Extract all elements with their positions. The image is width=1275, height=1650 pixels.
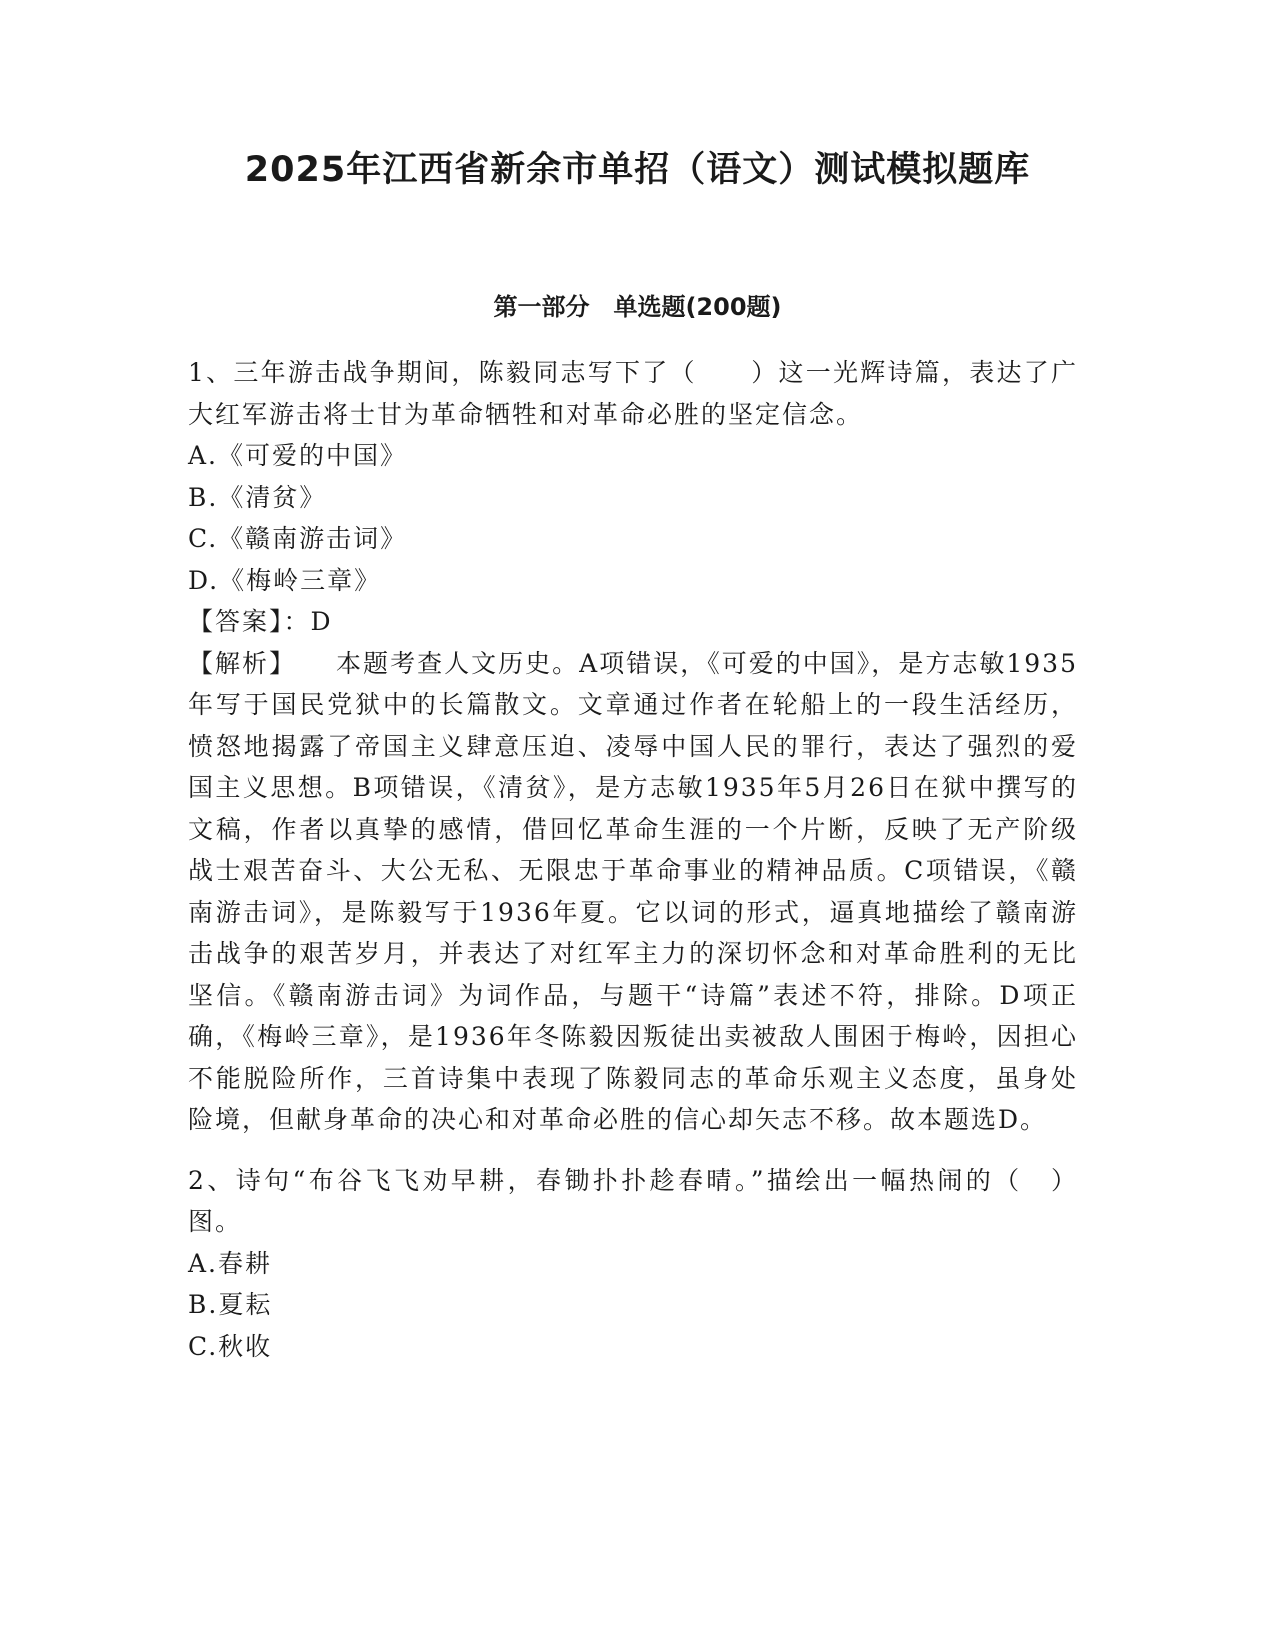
question-list: [188, 352, 1078, 1367]
option-d: D.《梅岭三章》: [188, 565, 382, 595]
option-a: A.春耕: [188, 1248, 273, 1278]
question-1: [188, 352, 1078, 1141]
option-b: B.《清贫》: [188, 482, 327, 512]
analysis-paragraph: [188, 643, 1078, 1141]
option-b: B.夏耘: [188, 1290, 273, 1319]
analysis-text: 本题考查人文历史。A项错误，《可爱的中国》，是方志敏1935年写于国民党狱中的长篇散文。文章通过作者在轮船上的一段生活经历，愤怒地揭露了帝国主义肆意压迫、凌辱中国人民的罪行，表达了强烈的爱国主义思想。B项错误，《清贫》，是方志敏1935年5月26日在狱中撰写的文稿，作者以真挚的感情，借回忆革命生涯的一个片断，反映了无产阶级战士艰苦奋斗、大公无私、无限忠于革命事业的精神品质。C项错误，《赣南游击词》，是陈毅写于1936年夏。它以词的形式，逼真地描绘了赣南游击战争的艰苦岁月，并表达了对红军主力的深切怀念和对革命胜利的无比坚信。《赣南游击词》为词作品，与题干“诗篇”表述不符，排除。D项正确，《梅岭三章》，是1936年冬陈毅因叛徒出卖被敌人围困于梅岭，因担心不能脱险所作，三首诗集中表现了陈毅同志的革命乐观主义态度，虽身处险境，但献身革命的决心和对革命必胜的信心却矢志不移。故本题选D。: [188, 648, 1078, 1134]
question-2: [188, 1160, 1078, 1368]
analysis-label: 【解析】: [188, 648, 297, 678]
answer-line: 【答案】：D: [188, 607, 333, 636]
section-heading: 第一部分 单选题(200题): [493, 293, 782, 321]
question-stem: 2、诗句“布谷飞飞劝早耕，春锄扑扑趁春晴。”描绘出一幅热闹的（ ）图。: [188, 1165, 1078, 1236]
option-c: C.秋收: [188, 1331, 273, 1361]
option-c: C.《赣南游击词》: [188, 524, 408, 553]
question-spacer: [188, 1141, 1078, 1160]
option-a: A.《可爱的中国》: [188, 441, 408, 470]
document-title: 2025年江西省新余市单招（语文）测试模拟题库: [244, 150, 1031, 190]
question-stem: 1、三年游击战争期间，陈毅同志写下了（ ）这一光辉诗篇，表达了广大红军游击将士甘为革命牺牲和对革命必胜的坚定信念。: [188, 358, 1078, 429]
